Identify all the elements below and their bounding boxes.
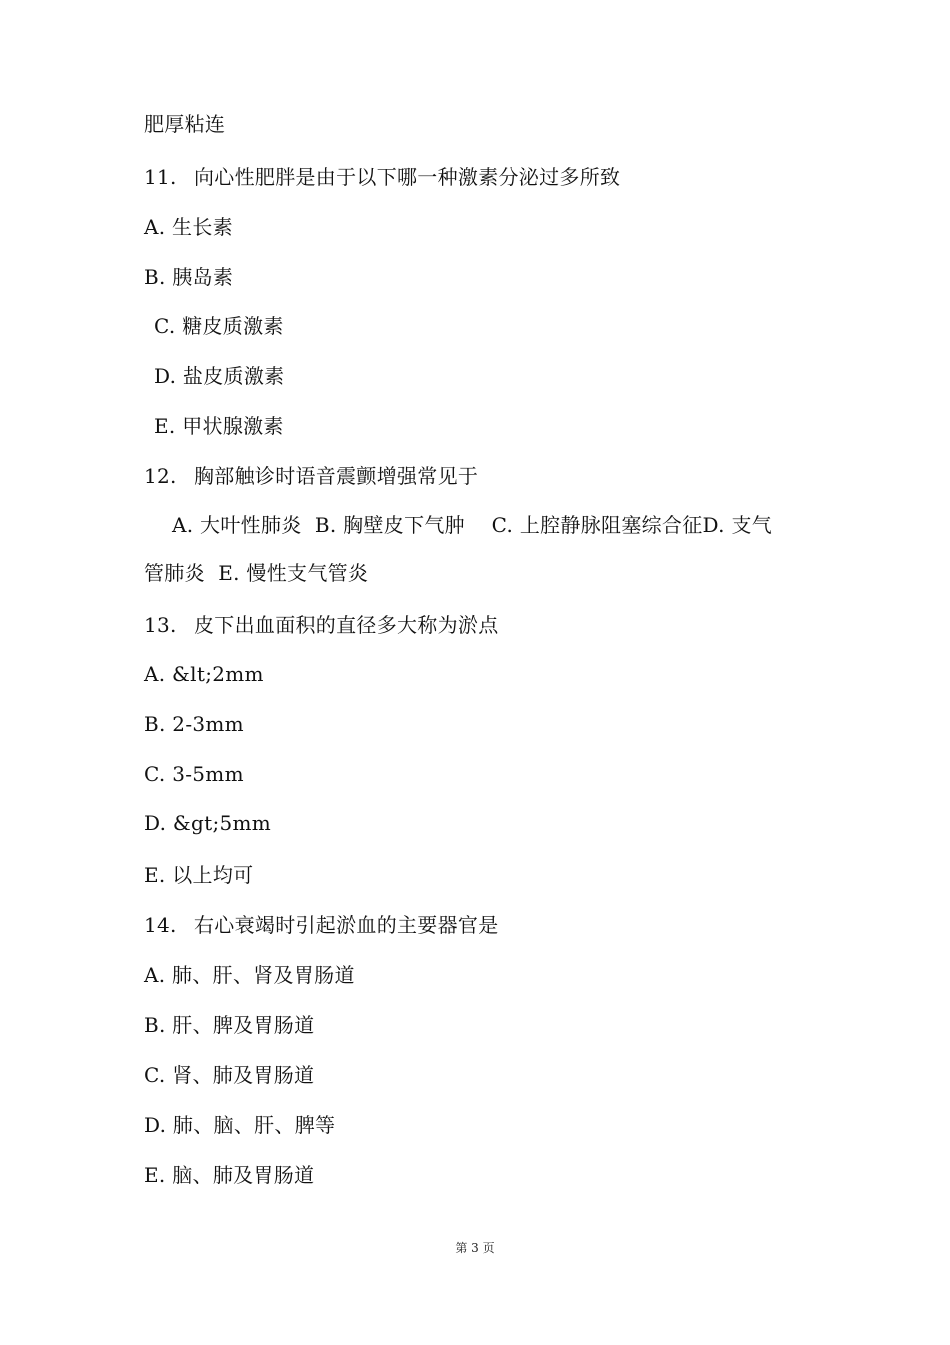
question-number: 12.: [144, 464, 177, 488]
q14-option-d: D. 肺、脑、肝、脾等: [144, 1113, 336, 1137]
question-11: [144, 164, 620, 190]
q13-option-e: E. 以上均可: [144, 863, 254, 887]
continuation-text: 肥厚粘连: [144, 112, 226, 136]
question-14: [144, 912, 499, 938]
page-number: 第 3 页: [455, 1241, 495, 1255]
q11-option-b: B. 胰岛素: [144, 265, 234, 289]
q12-options-line-2: 管肺炎 E. 慢性支气管炎: [144, 561, 369, 585]
q12-options-line-1: A. 大叶性肺炎 B. 胸壁皮下气肿 C. 上腔静脉阻塞综合征D. 支气: [172, 513, 773, 537]
q11-option-c: C. 糖皮质激素: [154, 314, 284, 338]
question-13: [144, 612, 499, 638]
question-stem: 向心性肥胖是由于以下哪一种激素分泌过多所致: [194, 165, 621, 189]
q13-option-a: A. &lt;2mm: [144, 662, 264, 686]
q14-option-a: A. 肺、肝、肾及胃肠道: [144, 963, 355, 987]
q11-option-a: A. 生长素: [144, 215, 233, 239]
q14-option-c: C. 肾、肺及胃肠道: [144, 1063, 315, 1087]
question-stem: 皮下出血面积的直径多大称为淤点: [194, 613, 499, 637]
question-number: 11.: [144, 165, 177, 189]
q13-option-b: B. 2-3mm: [144, 712, 244, 736]
question-stem: 胸部触诊时语音震颤增强常见于: [194, 464, 479, 488]
q11-option-e: E. 甲状腺激素: [154, 414, 284, 438]
question-12: [144, 463, 478, 489]
question-stem: 右心衰竭时引起淤血的主要器官是: [194, 913, 499, 937]
q13-option-d: D. &gt;5mm: [144, 811, 272, 835]
q13-option-c: C. 3-5mm: [144, 762, 244, 786]
q14-option-e: E. 脑、肺及胃肠道: [144, 1163, 315, 1187]
question-number: 13.: [144, 613, 177, 637]
q11-option-d: D. 盐皮质激素: [154, 364, 285, 388]
question-number: 14.: [144, 913, 177, 937]
q14-option-b: B. 肝、脾及胃肠道: [144, 1013, 315, 1037]
